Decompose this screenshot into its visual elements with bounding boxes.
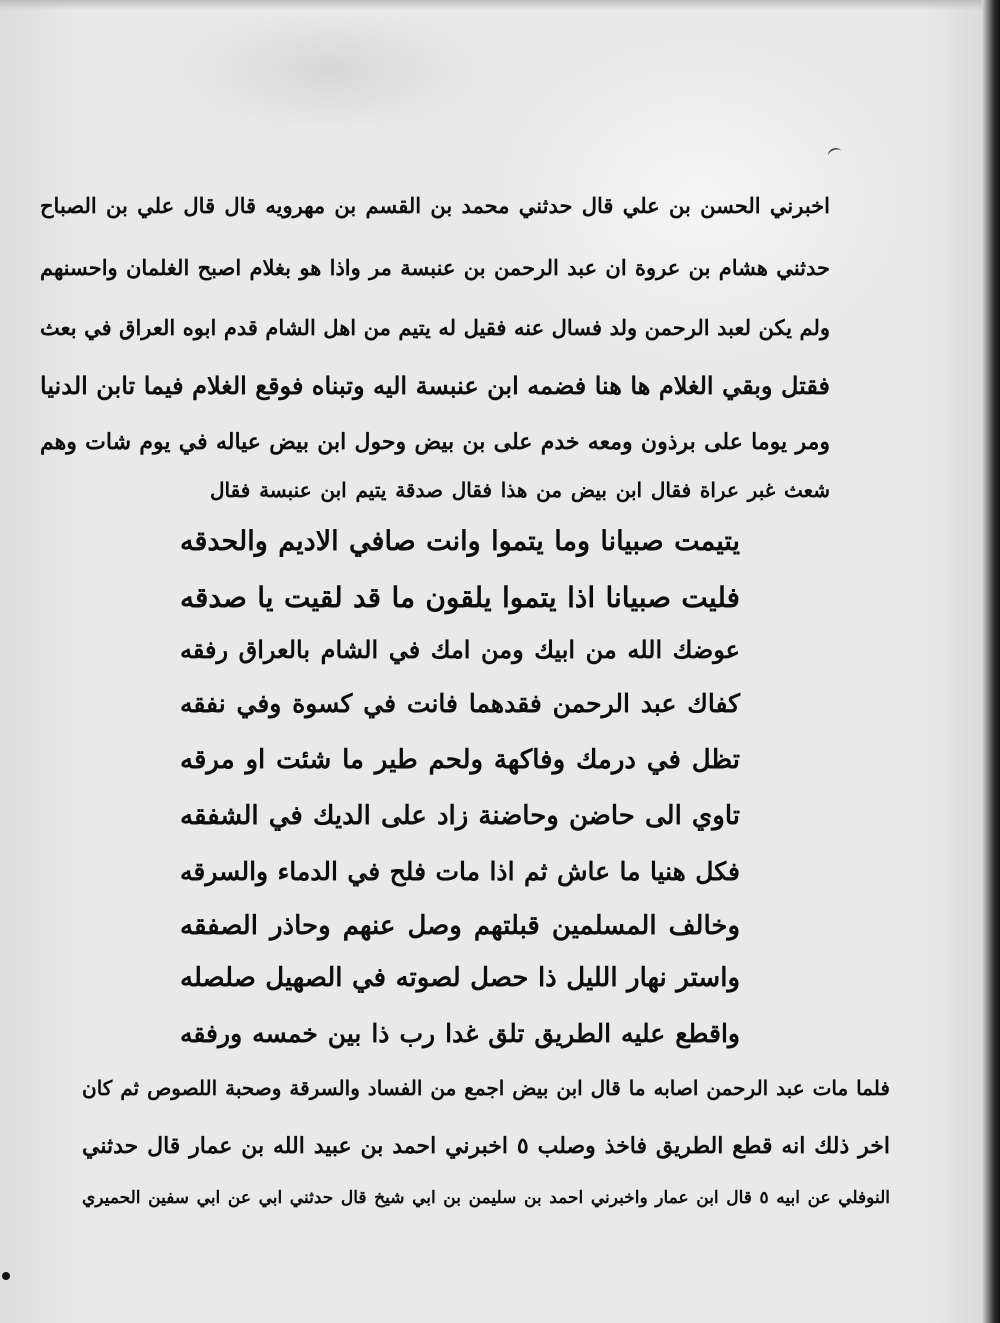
prose-line: ولم يكن لعبد الرحمن ولد فسال عنه فقيل له يتيم من اهل الشام قدم ابوه العراق في بعث	[40, 315, 830, 340]
verse-line: وخالف المسلمين قبلتهم وصل عنهم وحاذر الصفقه	[180, 911, 740, 941]
prose-line: شعث غبر عراة فقال ابن بيض من هذا فقال صدقة يتيم ابن عنبسة فقال	[210, 478, 830, 502]
verse-line: تظل في درمك وفاكهة ولحم طير ما شئت او مرقه	[180, 745, 740, 775]
verse-line: يتيمت صبيانا وما يتموا وانت صافي الاديم والحدقه	[180, 526, 740, 557]
prose-line: فلما مات عبد الرحمن اصابه ما قال ابن بيض اجمع من الفساد والسرقة وصحبة اللصوص ثم كان	[82, 1076, 890, 1100]
verse-line: عوضك الله من ابيك ومن امك في الشام بالعراق رفقه	[180, 635, 740, 664]
prose-line: فقتل وبقي الغلام ها هنا فضمه ابن عنبسة اليه وتبناه فوقع الغلام فيما تابن الدنيا	[40, 371, 830, 400]
prose-line: النوفلي عن ابيه ٥ قال ابن عمار واخبرني احمد بن سليمن بن ابي شيخ قال حدثني ابي عن ابي سفين الحميري	[82, 1188, 890, 1208]
prose-line: حدثني هشام بن عروة ان عبد الرحمن بن عنبسة مر واذا هو بغلام اصبح الغلمان واحسنهم	[40, 255, 830, 280]
verse-line: كفاك عبد الرحمن فقدهما فانت في كسوة وفي نفقه	[180, 689, 740, 718]
prose-line: اخر ذلك انه قطع الطريق فاخذ وصلب ٥ اخبرني احمد بن عبيد الله بن عمار قال حدثني	[82, 1133, 890, 1159]
prose-line: اخبرني الحسن بن علي قال حدثني محمد بن القسم بن مهرويه قال قال علي بن الصباح	[40, 193, 830, 218]
verse-line: تاوي الى حاضن وحاضنة زاد على الديك في الشفقه	[180, 801, 740, 831]
verse-line: واستر نهار الليل ذا حصل لصوته في الصهيل صلصله	[180, 963, 740, 993]
verse-line: فليت صبيانا اذا يتموا يلقون ما قد لقيت يا صدقه	[180, 581, 740, 614]
verse-line: واقطع عليه الطريق تلق غدا رب ذا بين خمسه ورفقه	[180, 1019, 740, 1048]
verse-line: فكل هنيا ما عاش ثم اذا مات فلح في الدماء والسرقه	[180, 857, 740, 886]
prose-line: ومر يوما على برذون ومعه خدم على بن بيض وحول ابن بيض عياله في يوم شات وهم	[40, 429, 830, 455]
